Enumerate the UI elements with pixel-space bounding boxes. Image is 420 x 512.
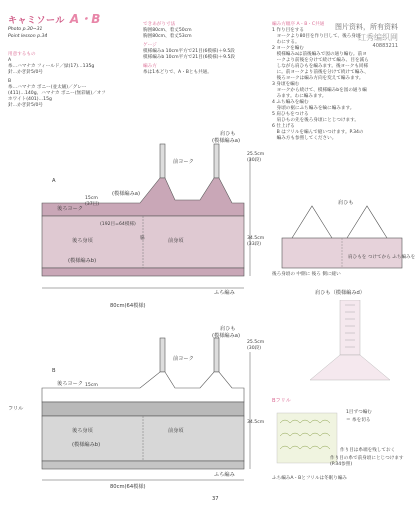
size-b: 胸囲80cm、着丈53cm xyxy=(143,34,192,39)
strap-left-a xyxy=(160,144,165,178)
watermark-sub: 40883211 xyxy=(372,43,398,49)
diag-a-dim-1: (37目) xyxy=(85,202,100,207)
diag-a-back-yoke: 後ろヨーク xyxy=(57,206,83,212)
instruction-line: 模様編みaは前後編みで図の通り編む。前ヨ xyxy=(272,52,367,57)
size-a: 胸囲80cm、着丈50cm xyxy=(143,28,192,33)
frill-bottom: ふち編みA・Bとフリルは冬眠り編み xyxy=(272,476,348,481)
diag-a-pattern-a: (模様編みa) xyxy=(112,191,140,197)
material-a-label: A xyxy=(8,58,12,63)
instruction-line: 1 作り目をする xyxy=(272,28,304,33)
diag-a-strap: 肩ひも xyxy=(220,131,236,137)
instruction-line: 2 ヨークを編む xyxy=(272,46,304,51)
howto-text: 糸は1本どりで、A・Bとも共通。 xyxy=(143,70,212,75)
gauge-b: 模様編みb 10cm平方で21目(6模様)＋9.5段 xyxy=(143,55,236,60)
diag-b-dim-0: 15cm xyxy=(85,383,98,388)
diag-a-dim-8: (33段) xyxy=(247,242,262,247)
specs-block xyxy=(143,22,261,76)
diag-b-edging: ふち編み xyxy=(214,472,235,478)
material-b-hook: 針…かぎ針5/0号 xyxy=(8,103,43,108)
diag-b-strap: 肩ひも xyxy=(220,326,236,332)
strap-stitch-chart xyxy=(300,300,410,385)
material-b-yarn2: (411)…140g、ハマナカ ボニー(無彩級)／オフ xyxy=(8,91,106,96)
photo-ref-a: Photo p.30~31 xyxy=(8,27,43,32)
diag-b-dim-7: 34.5cm xyxy=(247,420,265,425)
photo-ref-b: Point lesson p.34 xyxy=(8,34,48,39)
diag-b-frill: フリル xyxy=(8,406,24,412)
edging-rect-b xyxy=(42,461,244,469)
instruction-line: に。前ヨークより前後を分けて続けて編み、 xyxy=(272,70,369,75)
size-heading: できあがり寸法 xyxy=(143,22,176,27)
instruction-line: 3 身頃を編む xyxy=(272,82,300,87)
watermark-brand: 红秀编织网 xyxy=(358,33,398,42)
frill-title: Bフリル xyxy=(272,398,291,404)
instruction-line: 後ろヨークは編み方向を変えて編みます。 xyxy=(272,76,364,81)
instructions-heading-text: 編み方順序 xyxy=(272,22,295,27)
diag-a-side: 脇 xyxy=(140,236,145,241)
material-b-label: B xyxy=(8,79,12,84)
watermark xyxy=(335,22,398,49)
diag-a-pattern-b: (模様編みb) xyxy=(68,258,97,264)
knit-guide: 1目ずつ編む xyxy=(346,410,372,415)
diag-a-width: 80cm(64模様) xyxy=(110,303,146,309)
right-strap-note: 肩ひもを つけてから ふち編みを xyxy=(348,255,416,260)
gauge-a: 模様編みa 10cm平方で21目(6模様)＋9.5段 xyxy=(143,49,235,54)
materials-heading: 用意するもの xyxy=(8,52,36,57)
diag-a-dim-7: 34.5cm xyxy=(247,236,265,241)
watermark-text: 图片资料，所有资料 xyxy=(335,23,398,31)
strap-right-b xyxy=(214,338,219,372)
instruction-line: 肩ひもの先を後ろ身頃にとじつけます。 xyxy=(272,118,359,123)
right-strap-label: 肩ひも xyxy=(338,200,354,206)
instruction-line: B はフリルを編んで縫いつけます。P.34の xyxy=(272,130,364,135)
diagram-b xyxy=(0,318,270,508)
diag-b-pattern-b: (模様編みb) xyxy=(72,442,101,448)
instruction-line: ークより前後を分けて続けて編み、目を減ら xyxy=(272,58,369,63)
diag-a-dim-2: 25.5cm xyxy=(247,152,265,157)
diag-b-strap-pattern: (模様編みa) xyxy=(212,333,240,339)
instruction-line: ヨークより80目を作り目して、後ろ身頃 xyxy=(272,34,361,39)
diagram-a xyxy=(0,118,270,308)
material-b-yarn: 糸…ハマナカ ボニー(並太級)／グレー xyxy=(8,85,87,90)
diag-b-dim-2: 25.5cm xyxy=(247,340,265,345)
diag-a-front-body: 前身頃 xyxy=(168,238,184,244)
diag-b-back-yoke: 後ろヨーク xyxy=(57,381,83,387)
gauge-heading: ゲージ xyxy=(143,43,157,48)
diag-b-front-body: 前身頃 xyxy=(168,428,184,434)
instruction-line: 5 肩ひもをつける xyxy=(272,112,309,117)
frill-rect-b xyxy=(42,402,244,416)
material-b-yarn3: ホワイト(401)…15g xyxy=(8,97,52,102)
page-title xyxy=(8,8,100,27)
instruction-line: 4 ふち編みを編む xyxy=(272,100,309,105)
strap-diagram-title: 肩ひも（模様編みd） xyxy=(315,290,365,296)
diag-b-dim-3: (30段) xyxy=(247,346,262,351)
right-back-note: 後ろ身頃の 中側に 後ろ 側に縫い xyxy=(272,272,341,277)
diag-b-front-yoke: 前ヨーク xyxy=(173,356,194,362)
howto-heading: 編み方 xyxy=(143,64,157,69)
diag-a-dim-3: (30段) xyxy=(247,158,262,163)
instruction-line: みます。わに編みます。 xyxy=(272,94,327,99)
instruction-line: ヨークから続けて、模様編みbを図の通り編 xyxy=(272,88,367,93)
instruction-line: 身頃の裾にふち編みを輪に編みます。 xyxy=(272,106,355,111)
frill-note: 作り目は糸端を残しておく xyxy=(340,448,396,453)
frill-note2: 作り目の糸で前身頃にとじつけます(P.34参照) xyxy=(330,456,404,467)
diag-a-edging: ふち編み xyxy=(214,290,235,296)
instructions-heading-suffix: A・B・C共通 xyxy=(296,22,325,27)
diag-b-label: B xyxy=(52,368,56,374)
material-a-yarn: 糸…ハマナカ フィールド／緑(17)…135g xyxy=(8,64,95,69)
page-number: 37 xyxy=(212,496,219,502)
material-a-hook: 針…かぎ針5/0号 xyxy=(8,70,43,75)
title-text: キャミソール xyxy=(8,16,65,26)
diag-a-label: A xyxy=(52,178,56,184)
diag-b-back-body: 後ろ身頃 xyxy=(72,428,93,434)
materials-block xyxy=(8,52,133,109)
instruction-line: しながら肩ひもを編みます。後ヨークも同様 xyxy=(272,64,369,69)
strap-right-a xyxy=(214,144,219,178)
instruction-line: 6 仕上げる xyxy=(272,124,295,129)
diag-a-dim-0: 15cm xyxy=(85,196,98,201)
diag-a-front-yoke: 前ヨーク xyxy=(173,159,194,165)
diag-b-width: 80cm(64模様) xyxy=(110,484,146,490)
guide2: ＝ 糸を切る xyxy=(346,418,371,423)
edging-rect-a xyxy=(42,268,244,276)
strap-left-b xyxy=(160,338,165,372)
instruction-line: わにする。 xyxy=(272,40,300,45)
diag-a-stitch-count: (192目=64模様) xyxy=(100,222,136,227)
diag-a-strap-pattern: (模様編みa) xyxy=(212,138,240,144)
title-ab: A・B xyxy=(69,12,101,26)
instruction-line: 編み方も参照してください。 xyxy=(272,136,337,141)
diag-a-back-body: 後ろ身頃 xyxy=(72,238,93,244)
